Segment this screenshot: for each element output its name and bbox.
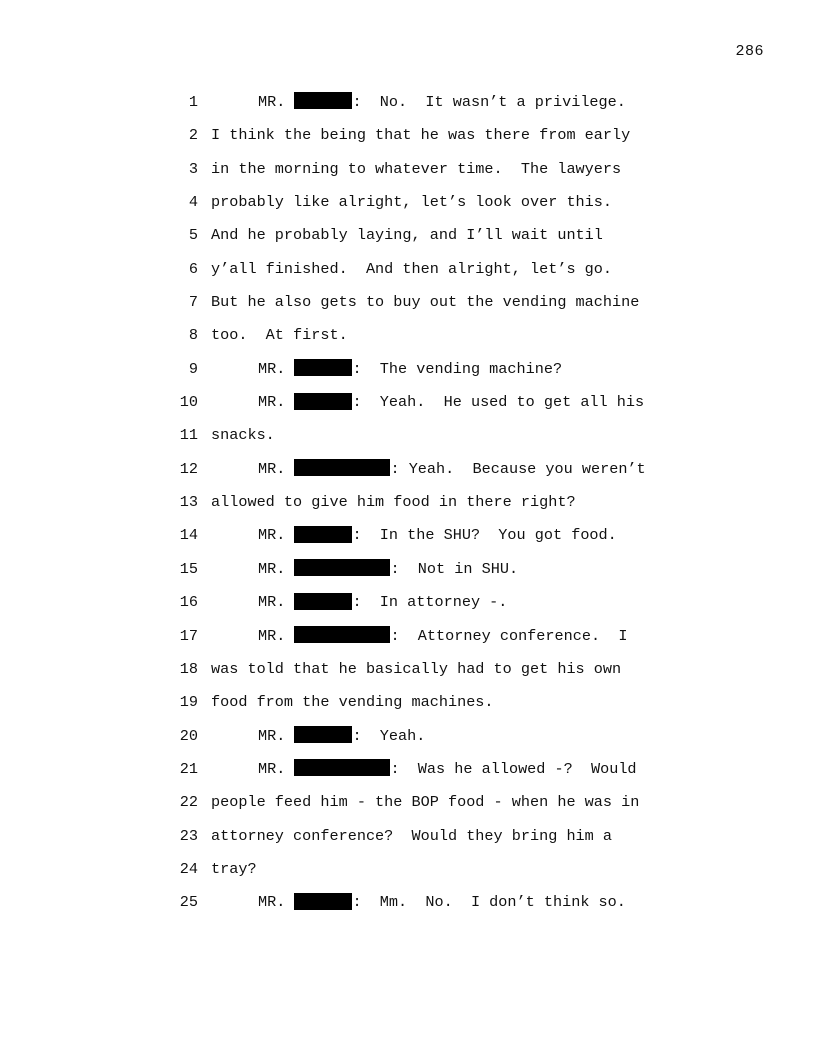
- line-text: too. At first.: [211, 326, 348, 345]
- redaction-box: [294, 759, 390, 776]
- redaction-box: [294, 893, 352, 910]
- transcript-line: [170, 753, 730, 786]
- transcript-line: [170, 453, 730, 486]
- line-text: : In the SHU? You got food.: [352, 526, 617, 545]
- transcript-line: [170, 353, 730, 386]
- line-text: y’all finished. And then alright, let’s go.: [211, 259, 613, 278]
- transcript-line: [170, 419, 730, 452]
- line-text: people feed him - the BOP food - when he was in: [211, 793, 640, 812]
- line-number: 10: [179, 393, 198, 412]
- line-number: 19: [179, 693, 198, 712]
- transcript-line: [170, 553, 730, 586]
- line-number: 6: [188, 259, 198, 278]
- line-number: 5: [188, 226, 198, 245]
- line-text: food from the vending machines.: [211, 693, 494, 712]
- redaction-box: [294, 526, 352, 543]
- transcript-line: [170, 653, 730, 686]
- speaker-label: MR.: [258, 93, 295, 111]
- redaction-box: [294, 626, 390, 643]
- line-number: 14: [179, 526, 198, 545]
- speaker-label: MR.: [258, 759, 295, 778]
- line-number: 18: [179, 659, 198, 678]
- transcript-line: [170, 86, 730, 119]
- line-number: 17: [179, 626, 198, 645]
- transcript-line: [170, 386, 730, 419]
- line-number: 7: [188, 293, 198, 312]
- line-text: I think the being that he was there from early: [211, 126, 631, 145]
- line-number: 24: [179, 859, 198, 878]
- line-number: 11: [179, 426, 198, 445]
- line-number: 21: [179, 759, 198, 778]
- line-text: : Attorney conference. I: [390, 626, 628, 645]
- line-text: probably like alright, let’s look over this.: [211, 193, 613, 212]
- line-number: 15: [179, 559, 198, 578]
- transcript-line: [170, 786, 730, 819]
- line-text: : Mm. No. I don’t think so.: [352, 893, 626, 912]
- speaker-label: MR.: [258, 459, 295, 478]
- line-text: : Yeah.: [352, 726, 426, 745]
- transcript-line: [170, 686, 730, 719]
- speaker-label: MR.: [258, 626, 295, 645]
- page-number: 286: [735, 43, 764, 60]
- line-text: allowed to give him food in there right?: [211, 493, 576, 512]
- speaker-label: MR.: [258, 526, 295, 545]
- line-number: 23: [179, 826, 198, 845]
- redaction-box: [294, 393, 352, 410]
- line-text: But he also gets to buy out the vending machine: [211, 293, 640, 312]
- redaction-box: [294, 593, 352, 610]
- speaker-label: MR.: [258, 593, 295, 612]
- line-number: 13: [179, 493, 198, 512]
- line-number: 4: [188, 193, 198, 212]
- line-text: And he probably laying, and I’ll wait until: [211, 226, 603, 245]
- transcript-line: [170, 319, 730, 352]
- line-number: 22: [179, 793, 198, 812]
- transcript-line: [170, 153, 730, 186]
- line-number: 16: [179, 593, 198, 612]
- transcript-line: [170, 720, 730, 753]
- redaction-box: [294, 459, 390, 476]
- line-text: : The vending machine?: [352, 359, 563, 378]
- line-number: 3: [188, 159, 198, 178]
- transcript-line: [170, 486, 730, 519]
- line-text: snacks.: [211, 426, 275, 445]
- line-number: 2: [188, 126, 198, 145]
- line-number: 8: [188, 326, 198, 345]
- transcript-line: [170, 519, 730, 552]
- transcript-body: [170, 86, 730, 920]
- transcript-line: [170, 853, 730, 886]
- transcript-line: [170, 886, 730, 919]
- line-number: 1: [188, 93, 198, 111]
- line-text: : Was he allowed -? Would: [390, 759, 637, 778]
- line-text: was told that he basically had to get his own: [211, 659, 622, 678]
- line-number: 25: [179, 893, 198, 912]
- transcript-line: [170, 119, 730, 152]
- transcript-line: [170, 586, 730, 619]
- speaker-label: MR.: [258, 726, 295, 745]
- line-number: 20: [179, 726, 198, 745]
- transcript-line: [170, 820, 730, 853]
- transcript-line: [170, 620, 730, 653]
- line-text: : In attorney -.: [352, 593, 508, 612]
- line-text: : Yeah. He used to get all his: [352, 393, 645, 412]
- redaction-box: [294, 92, 352, 109]
- redaction-box: [294, 726, 352, 743]
- redaction-box: [294, 359, 352, 376]
- transcript-line: [170, 286, 730, 319]
- speaker-label: MR.: [258, 559, 295, 578]
- speaker-label: MR.: [258, 359, 295, 378]
- line-text: attorney conference? Would they bring him a: [211, 826, 613, 845]
- transcript-line: [170, 186, 730, 219]
- redaction-box: [294, 559, 390, 576]
- line-text: : Yeah. Because you weren’t: [390, 459, 646, 478]
- line-text: : No. It wasn’t a privilege.: [352, 93, 626, 111]
- line-text: : Not in SHU.: [390, 559, 519, 578]
- transcript-line: [170, 253, 730, 286]
- speaker-label: MR.: [258, 893, 295, 912]
- line-text: tray?: [211, 859, 257, 878]
- line-number: 12: [179, 459, 198, 478]
- line-number: 9: [188, 359, 198, 378]
- transcript-line: [170, 219, 730, 252]
- speaker-label: MR.: [258, 393, 295, 412]
- line-text: in the morning to whatever time. The lawyers: [211, 159, 622, 178]
